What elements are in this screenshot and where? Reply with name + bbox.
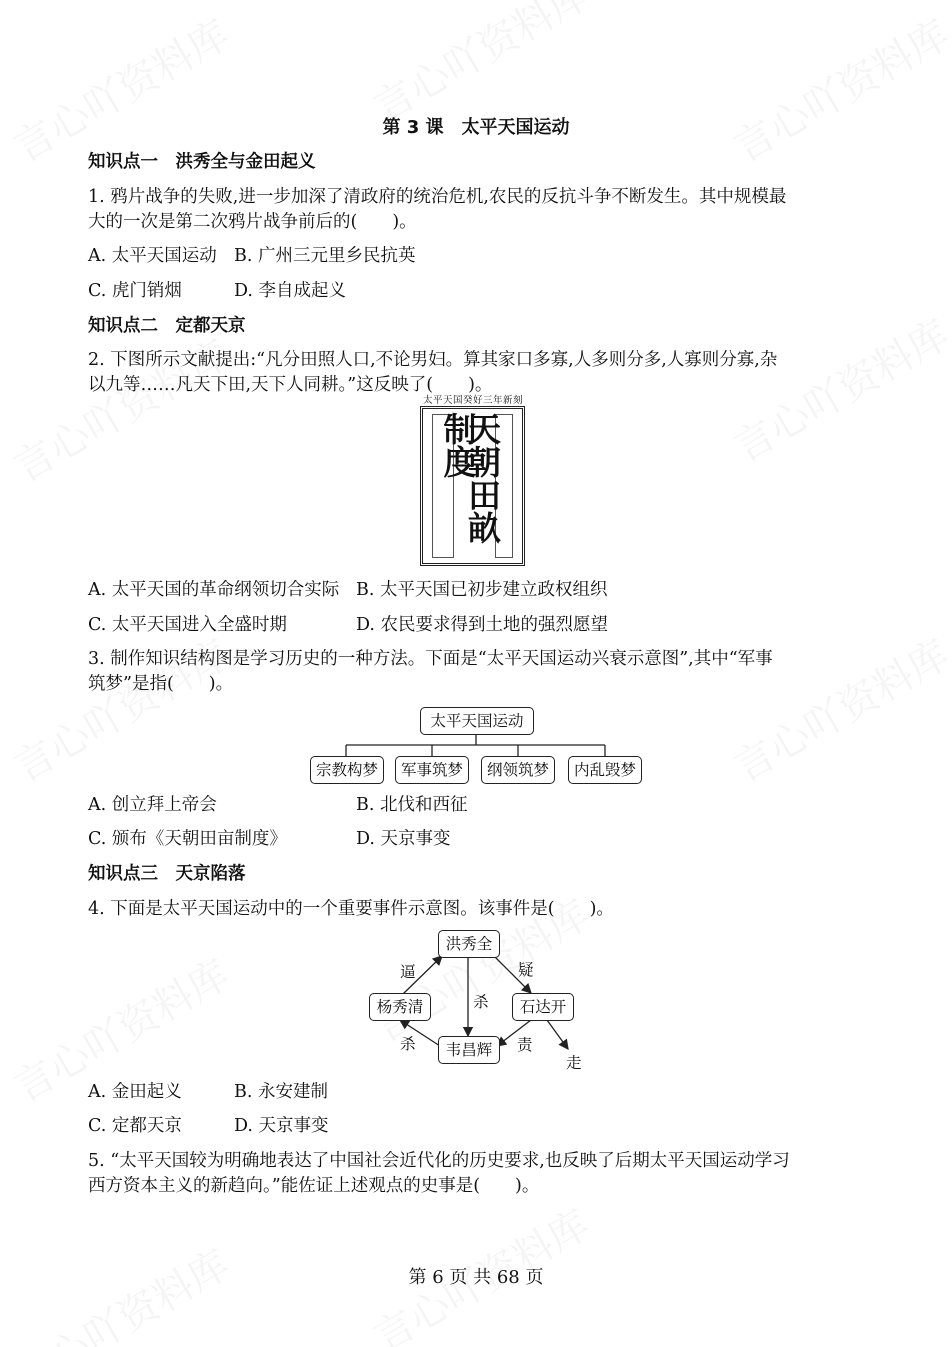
question-2-text: 2. 下图所示文献提出:“凡分田照人口,不论男妇。算其家口多寡,人多则分多,人寡则分寡,杂: [88, 350, 778, 370]
watermark: [2, 1234, 238, 1347]
option-d: D. 天京事变: [356, 829, 451, 849]
cover-title: 天朝田畝制度: [438, 412, 502, 544]
diagram-node: 宗教构梦: [310, 756, 384, 784]
option-b: B. 北伐和西征: [356, 795, 468, 815]
option-c: C. 颁布《天朝田亩制度》: [88, 829, 287, 849]
option-c: C. 定都天京: [88, 1116, 182, 1136]
question-1-text: 1. 鸦片战争的失败,进一步加深了清政府的统治危机,农民的反抗斗争不断发生。其中规模最: [88, 187, 787, 207]
page-title: 第 3 课 太平天国运动: [382, 117, 570, 138]
question-4-text: 4. 下面是太平天国运动中的一个重要事件示意图。该事件是( )。: [88, 899, 614, 919]
question-2-text: 以九等……凡天下田,天下人同耕。”这反映了( )。: [88, 375, 493, 395]
diagram-node: 军事筑梦: [395, 756, 469, 784]
option-a: A. 创立拜上帝会: [88, 795, 217, 815]
edge-label: 走: [566, 1054, 582, 1072]
edge-label: 疑: [518, 961, 534, 979]
section-heading: 知识点一 洪秀全与金田起义: [88, 152, 316, 172]
option-a: A. 太平天国的革命纲领切合实际: [88, 580, 340, 600]
option-b: B. 广州三元里乡民抗英: [234, 246, 416, 266]
question-3-text: 筑梦”是指( )。: [88, 674, 234, 694]
node-yang-xiuqing: 杨秀清: [369, 993, 431, 1021]
option-d: D. 农民要求得到土地的强烈愿望: [356, 615, 609, 635]
edge-label: 责: [517, 1036, 533, 1054]
edge-label: 逼: [400, 963, 416, 981]
option-a: A. 金田起义: [88, 1082, 182, 1102]
question-3-text: 3. 制作知识结构图是学习历史的一种方法。下面是“太平天国运动兴衰示意图”,其中“军事: [88, 649, 773, 669]
option-c: C. 太平天国进入全盛时期: [88, 615, 287, 635]
question-5-text: 西方资本主义的新趋向。”能佐证上述观点的史事是( )。: [88, 1176, 540, 1196]
page-footer: 第 6 页 共 68 页: [408, 1267, 544, 1288]
option-c: C. 虎门销烟: [88, 281, 182, 301]
option-a: A. 太平天国运动: [88, 246, 217, 266]
option-b: B. 永安建制: [234, 1082, 328, 1102]
option-d: D. 天京事变: [234, 1116, 329, 1136]
diagram-node: 内乱毁梦: [568, 756, 642, 784]
question-5-text: 5. “太平天国较为明确地表达了中国社会近代化的历史要求,也反映了后期太平天国运动学习: [88, 1151, 790, 1171]
section-heading: 知识点三 天京陷落: [88, 864, 246, 884]
section-heading: 知识点二 定都天京: [88, 316, 246, 336]
diagram-node: 纲领筑梦: [481, 756, 555, 784]
node-wei-changhui: 韦昌辉: [438, 1036, 500, 1064]
question-1-text: 大的一次是第二次鸦片战争前后的( )。: [88, 212, 417, 232]
node-shi-dakai: 石达开: [512, 993, 574, 1021]
option-b: B. 太平天国已初步建立政权组织: [356, 580, 608, 600]
node-hong-xiuquan: 洪秀全: [438, 930, 500, 958]
option-d: D. 李自成起义: [234, 281, 347, 301]
edge-label: 杀: [400, 1035, 416, 1053]
cover-header: 太平天国癸好三年新刻: [422, 395, 523, 406]
edge-label: 杀: [473, 993, 489, 1011]
diagram-root: 太平天国运动: [420, 707, 534, 735]
